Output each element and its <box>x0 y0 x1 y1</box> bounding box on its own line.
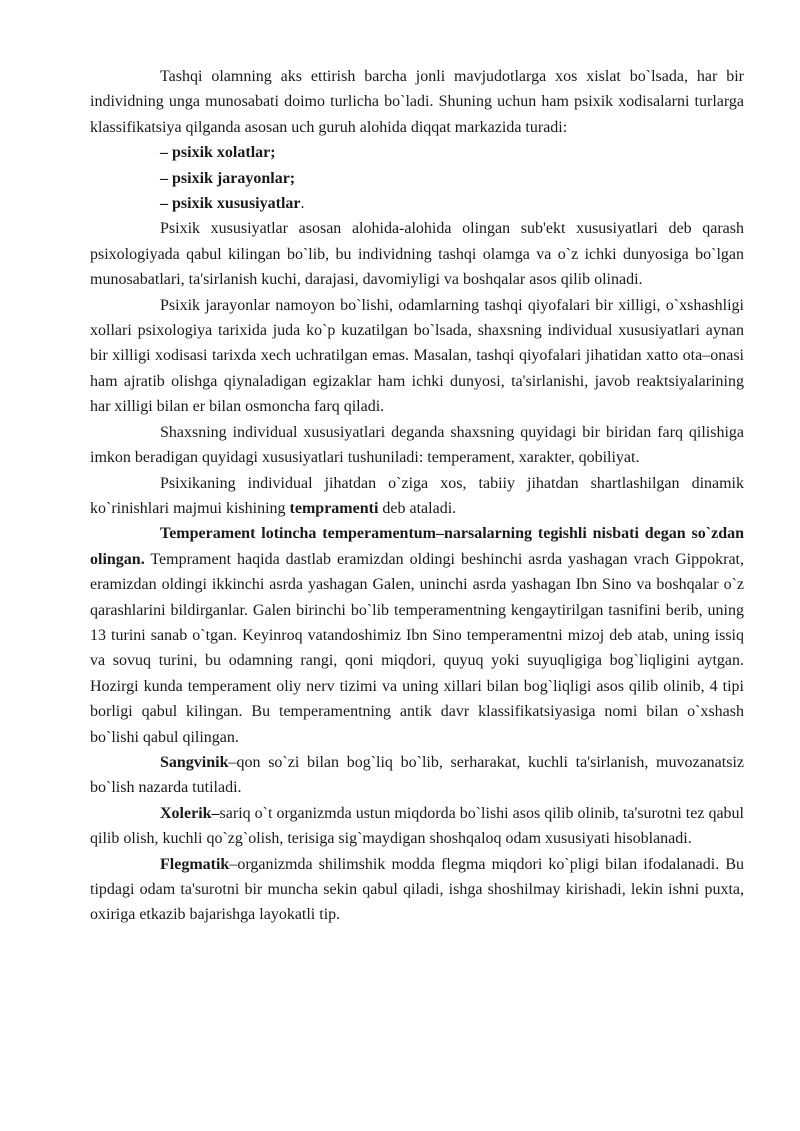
paragraph-choleric: Xolerik–sariq o`t organizmda ustun miqdorda bo`lishi asos qilib olinib, ta'surotni tez qabul qilib olish, kuchli qo`zg`olish, terisiga sig`maydigan shoshqaloq odam xususiyati hisoblanadi. <box>90 804 744 848</box>
paragraph-temperament-definition: Psixikaning individual jihatdan o`ziga xos, tabiiy jihatdan shartlashilgan dinamik ko`rinishlari majmui kishining tempramenti deb ataladi. <box>90 474 744 517</box>
list-item-psychic-states: – psixik xolatlar; <box>160 144 276 162</box>
paragraph-individual-traits: Shaxsning individual xususiyatlari deganda shaxsning quyidagi bir biridan farq qilishiga imkon beradigan quyidagi xususiyatlari tushuniladi: temperament, xarakter, qobiliyat. <box>90 423 744 467</box>
paragraph-sanguine: Sangvinik–qon so`zi bilan bog`liq bo`lib, serharakat, kuchli ta'sirlanish, muvozanatsiz bo`lish nazarda tutiladi. <box>90 753 744 797</box>
list-item-psychic-properties: – psixik xususiyatlar. <box>160 195 305 213</box>
paragraph-phlegmatic: Flegmatik–organizmda shilimshik modda flegma miqdori ko`pligi bilan ifodalanadi. Bu tipdagi odam ta'surotni bir muncha sekin qabul qiladi, ishga shoshilmay kirishadi, lekin ishni puxta, oxiriga etkazib bajarishga layokatli tip. <box>90 855 744 924</box>
paragraph-psychic-properties: Psixik xususiyatlar asosan alohida-alohida olingan sub'ekt xususiyatlari deb qarash psixologiyada qabul kilingan bo`lib, bu individning tashqi olamga va o`z ichki dunyosiga bo`lgan munosabatlari, ta'sirlanish kuchi, darajasi, davomiyligi va boshqalar asos qilib olinadi. <box>90 220 744 289</box>
paragraph-intro: Tashqi olamning aks ettirish barcha jonli mavjudotlarga xos xislat bo`lsada, har bir individning unga munosabati doimo turlicha bo`ladi. Shuning uchun ham psixik xodisalarni turlarga klassifikatsiya qilganda asosan uch guruh alohida diqqat markazida turadi: <box>90 68 744 136</box>
paragraph-psychic-processes: Psixik jarayonlar namoyon bo`lishi, odamlarning tashqi qiyofalari bir xilligi, o`xshashligi xollari psixologiya tarixida juda ko`p kuzatilgan bo`lsada, shaxsning individual xususiyatlari aynan bir xilligi xodisasi tarixda xech uchratilgan emas. Masalan, tashqi qiyofalari jihatidan xatto ota–onasi ham ajratib olishga qiynaladigan egizaklar ham ichki dunyosi, ta'sirlanishi, javob reaktsiyalarining har xilligi bilan er bilan osmoncha farq qiladi. <box>90 296 744 416</box>
paragraph-temperament-history: Temperament lotincha temperamentum–narsalarning tegishli nisbati degan so`zdan olingan. Temprament haqida dastlab eramizdan oldingi beshinchi asrda yashagan vrach Gippokrat, eramizdan oldingi ikkinchi asrda yashagan Galen, uninchi asrda yashagan Ibn Sino va boshqalar o`z qarashlarini bildirganlar. Galen birinchi bo`lib temperamentning kengaytirilgan tasnifini berib, uning 13 turini sanab o`tgan. Keyinroq vatandoshimiz Ibn Sino temperamentni mizoj deb atab, uning issiq va sovuq turini, bu odamning rangi, qoni miqdori, quyuq yoki suyuqligiga bog`liqligini aytgan. Hozirgi kunda temperament oliy nerv tizimi va uning xillari bilan bog`liqligi asos qilib olinib, 4 tipi borligi qabul kilingan. Bu temperamentning antik davr klassifikatsiyasiga nomi bilan o`xshash bo`lishi qabul qilingan. <box>90 525 744 746</box>
list-item-psychic-processes: – psixik jarayonlar; <box>160 169 296 187</box>
